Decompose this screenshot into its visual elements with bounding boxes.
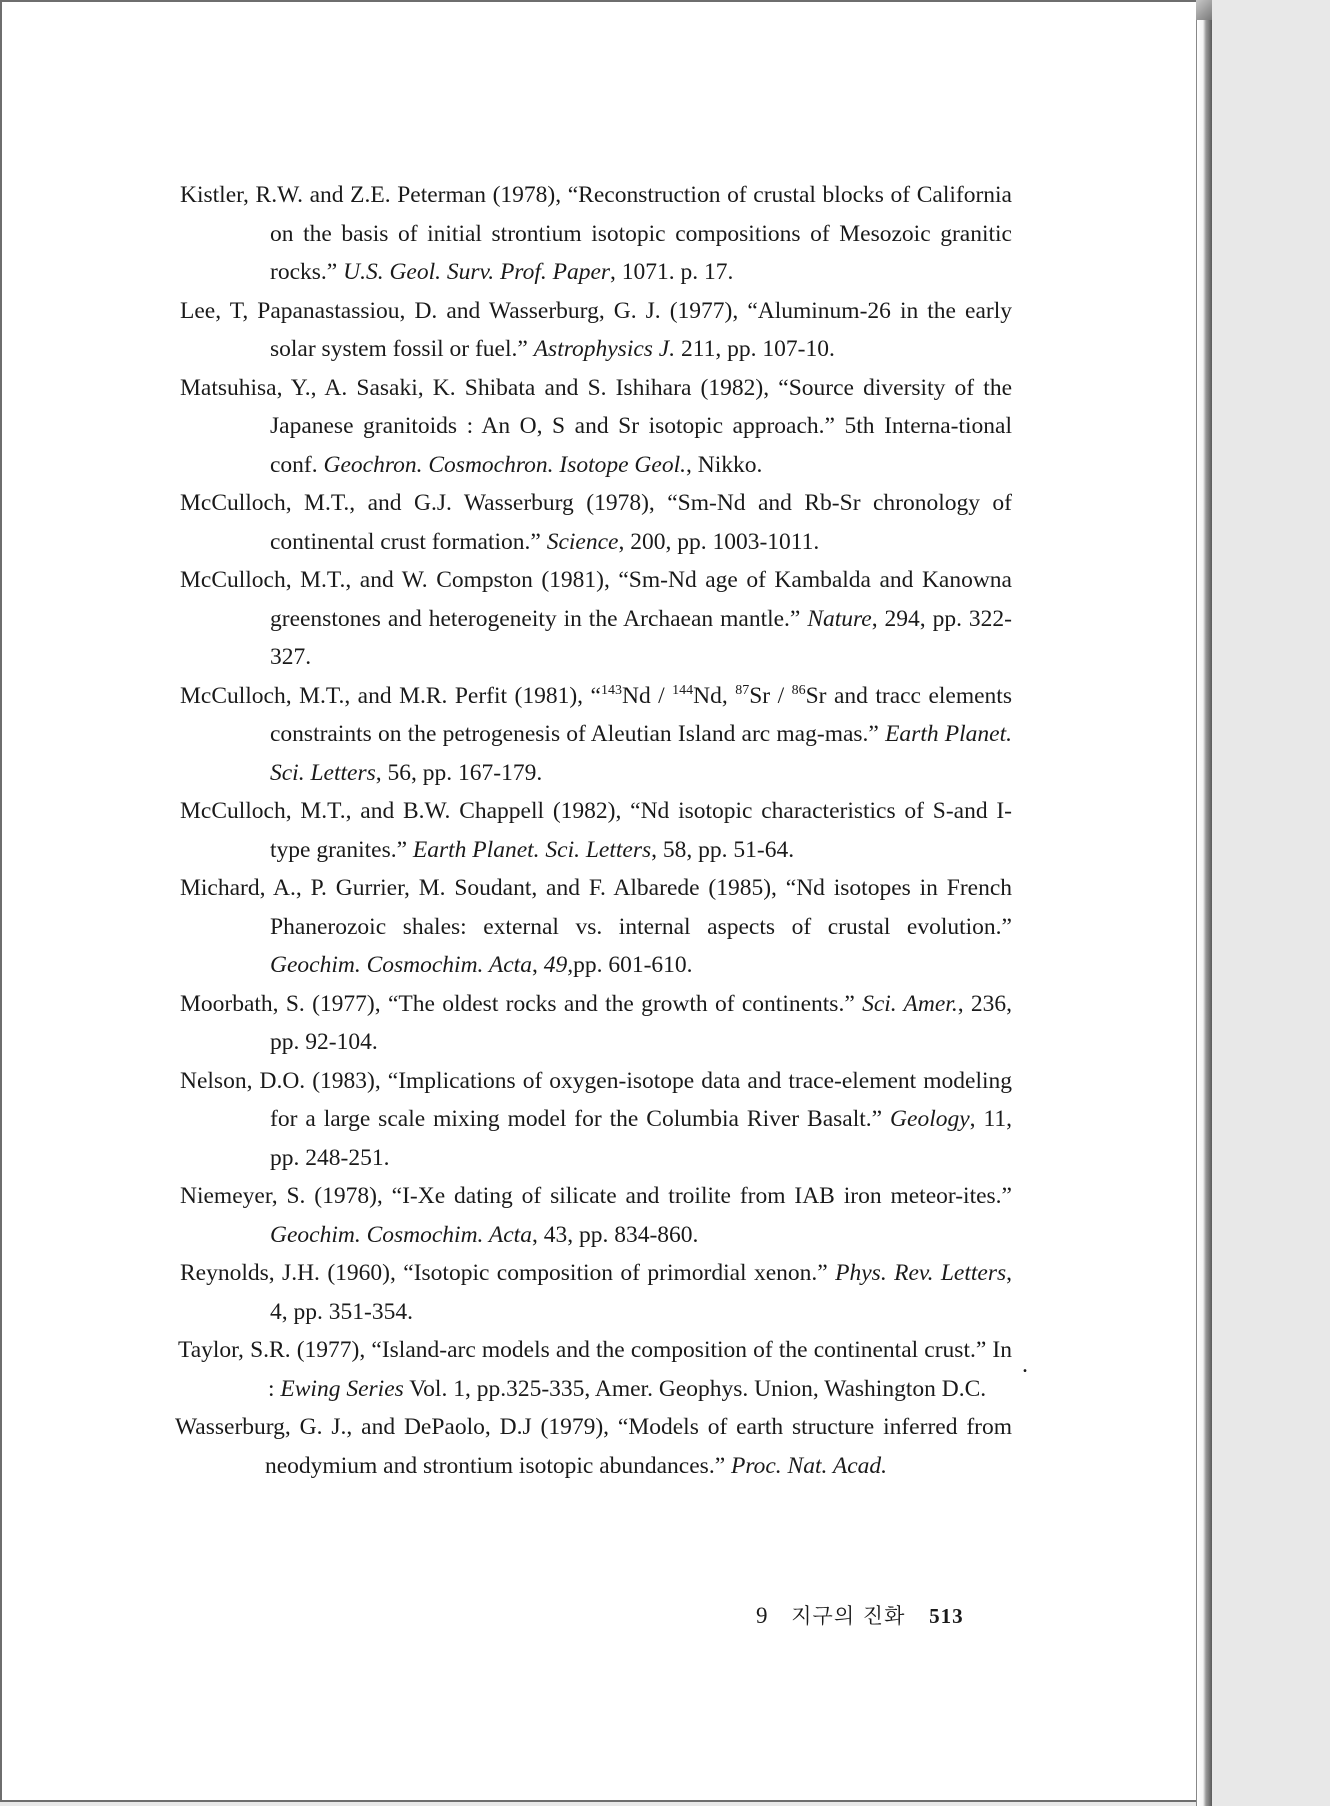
- ref-title: “Island-arc models and the composition of the continental crust.” In :: [268, 1337, 1012, 1402]
- reference-entry: [178, 1331, 1012, 1408]
- ref-authors: Niemeyer, S. (1978),: [180, 1183, 383, 1209]
- ref-authors: Matsuhisa, Y., A. Sasaki, K. Shibata and S. Ishihara (1982),: [180, 374, 770, 401]
- reference-entry: [180, 484, 1012, 561]
- ref-journal: Science: [546, 528, 619, 555]
- ref-title: “Sm-Nd age of Kambalda and Kanowna greenstones and heterogeneity in the Archaean mantle.”: [270, 567, 1012, 632]
- ref-title: “Source diversity of the Japanese granitoids : An O, S and Sr isotopic approach.” 5th Interna-tional conf.: [270, 374, 1012, 478]
- page-edge-shadow: [1196, 0, 1212, 1806]
- ref-title: “Models of earth structure inferred from neodymium and strontium isotopic abundances.”: [265, 1414, 1012, 1479]
- ref-title: “Sm-Nd and Rb-Sr chronology of continental crust formation.”: [270, 490, 1013, 555]
- ref-journal: Astrophysics J.: [533, 336, 676, 362]
- reference-entry: [180, 292, 1012, 369]
- isotope-element: Sr /: [749, 682, 792, 709]
- isotope-element: Nd /: [621, 682, 673, 709]
- ref-authors: Moorbath, S. (1977),: [180, 990, 381, 1017]
- ref-authors: McCulloch, M.T., and B.W. Chappell (1982),: [180, 798, 622, 824]
- ref-details: , 58, pp. 51-64.: [651, 836, 795, 863]
- ref-journal: Geochim. Cosmochim. Acta: [270, 1221, 532, 1248]
- ref-title: “Nd isotopic characteristics of S-and I-type granites.”: [270, 798, 1013, 863]
- reference-entry: [180, 369, 1012, 485]
- isotope-mass: 87: [735, 682, 750, 698]
- ref-details: , 200, pp. 1003-1011.: [618, 528, 820, 555]
- reference-entry: [180, 561, 1012, 677]
- ref-details: , 236, pp. 92-104.: [270, 990, 1013, 1055]
- ref-journal: Geochim. Cosmochim. Acta: [270, 952, 532, 978]
- ref-authors: Wasserburg, G. J., and DePaolo, D.J (1979),: [175, 1414, 610, 1440]
- reference-entry: [175, 1408, 1012, 1485]
- ref-details: , 43, pp. 834-860.: [531, 1221, 699, 1248]
- ref-authors: Lee, T, Papanastassiou, D. and Wasserburg, G. J. (1977),: [180, 297, 739, 324]
- ref-details: , 294, pp. 322-327.: [270, 605, 1013, 670]
- page-number: 513: [929, 1604, 964, 1628]
- reference-entry: [180, 176, 1012, 292]
- isotope-mass: 144: [672, 682, 694, 698]
- isotope-element: Nd,: [693, 682, 736, 709]
- ref-title: “Reconstruction of crustal blocks of California on the basis of initial strontium isotopic compositions of Mesozoic granitic rocks.”: [270, 182, 1012, 285]
- reference-entry: [180, 792, 1012, 869]
- ref-volume: 49,: [543, 952, 574, 978]
- isotope-mass: 143: [600, 682, 622, 698]
- reference-entry: [180, 985, 1012, 1062]
- ref-journal: Ewing Series: [280, 1375, 404, 1402]
- reference-list: [175, 176, 1013, 1485]
- ref-journal: Earth Planet. Sci. Letters: [412, 836, 652, 863]
- ref-details: , 56, pp. 167-179.: [375, 759, 543, 786]
- isotope-element: Sr: [805, 682, 827, 709]
- chapter-number: 9: [756, 1603, 768, 1628]
- reference-entry: Michard, A., P. Gurrier, M. Soudant, and F. Albarede (1985), “Nd isotopes in French Phanerozoic shales: external vs. internal aspects of crustal evolution.” Geochim. Cosmochim. Acta, 49,pp. 601-610.: [180, 875, 1013, 978]
- ref-journal: Geology: [890, 1106, 970, 1132]
- ref-authors: Michard, A., P. Gurrier, M. Soudant, and F. Albarede (1985),: [180, 875, 777, 901]
- ref-title: “Aluminum-26 in the early solar system fossil or fuel.”: [270, 297, 1013, 362]
- ref-details: 211, pp. 107-10.: [675, 336, 835, 362]
- ref-authors: Kistler, R.W. and Z.E. Peterman (1978),: [180, 182, 562, 208]
- ref-details: , 1071. p. 17.: [610, 259, 734, 285]
- ref-title: “Isotopic composition of primordial xenon.”: [403, 1260, 828, 1286]
- ref-details: , 4, pp. 351-354.: [270, 1260, 1013, 1325]
- ref-title: “The oldest rocks and the growth of continents.”: [387, 990, 855, 1017]
- ref-title: “I-Xe dating of silicate and troilite from IAB iron meteor-ites.”: [391, 1183, 1012, 1209]
- page-footer: [756, 1600, 964, 1630]
- ref-journal: Proc. Nat. Acad.: [731, 1452, 887, 1479]
- ref-authors: Taylor, S.R. (1977),: [178, 1337, 366, 1363]
- ref-journal: U.S. Geol. Surv. Prof. Paper: [343, 259, 611, 285]
- ref-title-open: “: [590, 682, 601, 709]
- ref-details: , 11, pp. 248-251.: [270, 1106, 1012, 1171]
- ref-journal: Nature: [807, 605, 872, 632]
- page-curl-corner: [1196, 0, 1212, 20]
- ref-journal: Sci. Amer.: [862, 990, 958, 1017]
- reference-entry: [180, 1062, 1012, 1178]
- reference-entry: [180, 677, 1012, 793]
- ref-details: pp. 601-610.: [573, 952, 693, 978]
- reference-entry: [180, 1254, 1012, 1331]
- ref-title: and tracc elements constraints on the petrogenesis of Aleutian Island arc mag-mas.”: [270, 682, 1012, 747]
- reference-entry: [180, 1177, 1012, 1254]
- ref-authors: McCulloch, M.T., and W. Compston (1981),: [180, 567, 610, 593]
- ref-title: “Nd isotopes in French Phanerozoic shales: external vs. internal aspects of crustal evolution.”: [270, 875, 1013, 940]
- ref-journal: Earth Planet. Sci. Letters: [270, 721, 1013, 786]
- ref-details: , Nikko.: [685, 451, 763, 478]
- ref-authors: McCulloch, M.T., and G.J. Wasserburg (1978),: [180, 490, 655, 516]
- ref-journal: Phys. Rev. Letters: [835, 1260, 1007, 1286]
- ref-title: “Implications of oxygen-isotope data and trace-element modeling for a large scale mixing model for the Columbia River Basalt.”: [270, 1067, 1013, 1132]
- ref-authors: McCulloch, M.T., and M.R. Perfit (1981),: [180, 682, 584, 709]
- ref-authors: Nelson, D.O. (1983),: [180, 1067, 381, 1094]
- chapter-title: 지구의 진화: [791, 1604, 906, 1628]
- ref-authors: Reynolds, J.H. (1960),: [180, 1260, 396, 1286]
- stray-mark: .: [1022, 1352, 1028, 1378]
- isotope-mass: 86: [791, 682, 806, 698]
- ref-details: Vol. 1, pp.325-335, Amer. Geophys. Union, Washington D.C.: [403, 1375, 987, 1402]
- ref-journal: Geochron. Cosmochron. Isotope Geol.: [323, 451, 686, 478]
